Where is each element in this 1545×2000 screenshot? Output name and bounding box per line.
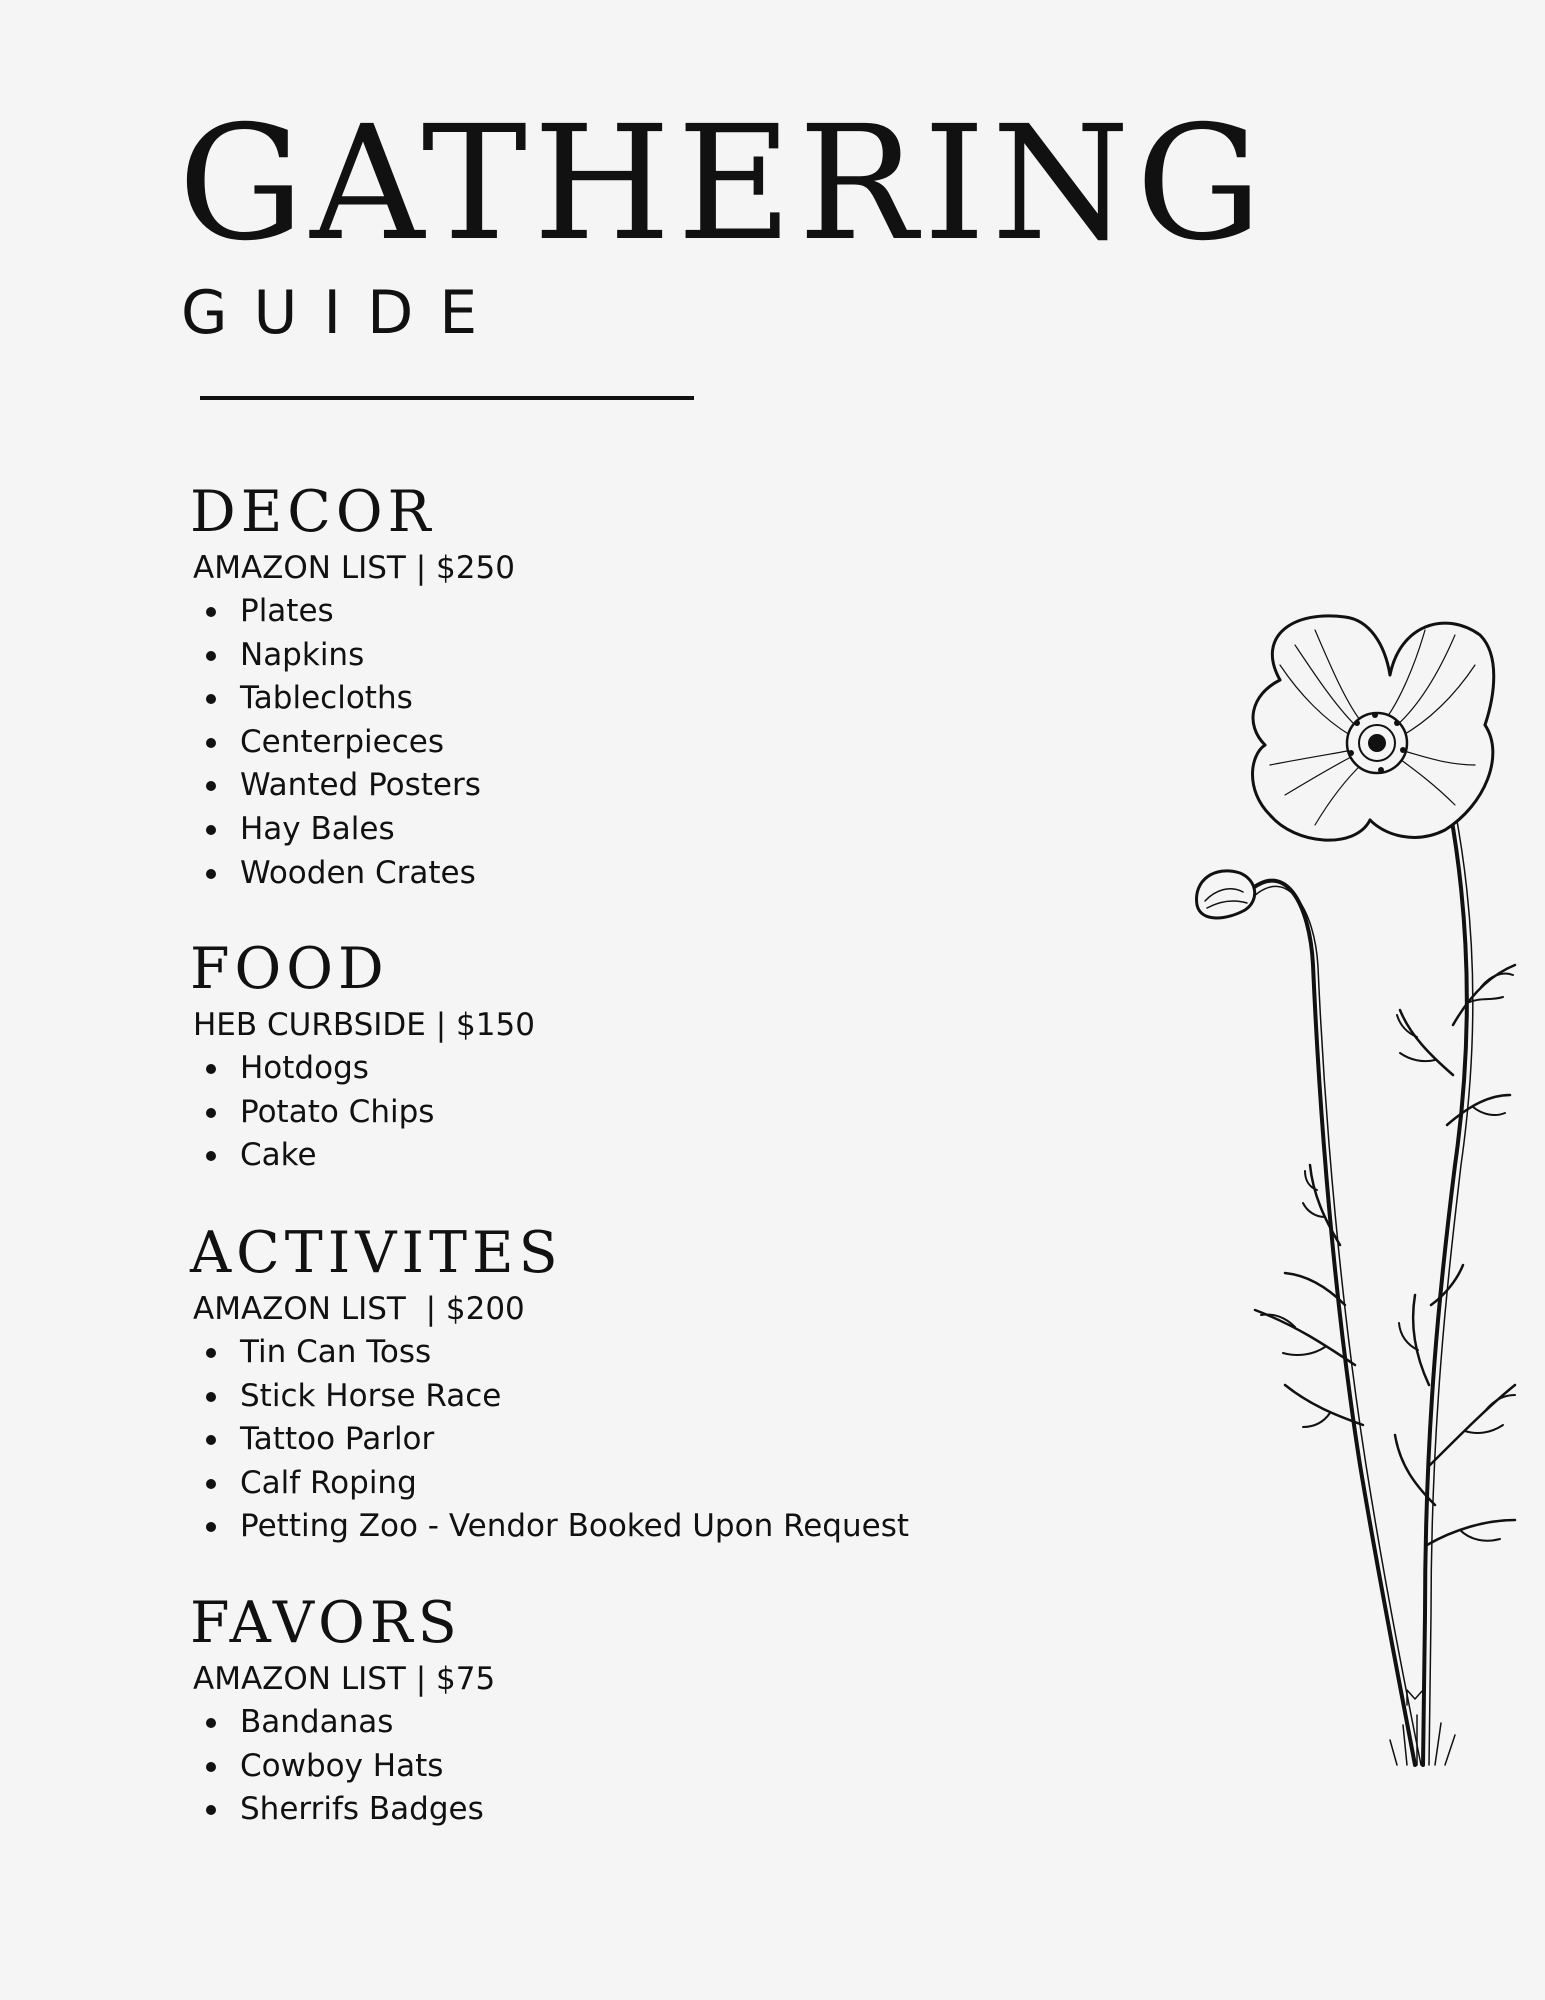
list-item-label: Plates xyxy=(240,593,334,629)
list-item-label: Wooden Crates xyxy=(240,854,476,891)
bullet-icon xyxy=(206,1151,216,1161)
list-item xyxy=(190,1788,495,1832)
bullet-icon xyxy=(206,651,216,661)
list-item-label: Stick Horse Race xyxy=(240,1377,502,1414)
list-item-label: Wanted Posters xyxy=(240,767,481,804)
page-title: GATHERING xyxy=(178,92,1269,276)
bullet-icon xyxy=(206,869,216,879)
bullet-icon xyxy=(206,1064,216,1074)
list-item-label: Centerpieces xyxy=(240,723,444,760)
bullet-icon xyxy=(206,1108,216,1118)
bullet-icon xyxy=(206,694,216,704)
list-item-label: Cake xyxy=(240,1137,317,1174)
list-item xyxy=(190,1134,535,1178)
section-heading: ACTIVITES xyxy=(190,1220,563,1286)
list-item xyxy=(190,634,515,678)
list-item xyxy=(190,1745,495,1789)
title-divider xyxy=(200,396,694,400)
item-list xyxy=(190,590,515,895)
bullet-icon xyxy=(206,1479,216,1489)
poppy-flower-illustration xyxy=(1185,605,1525,1775)
bullet-icon xyxy=(206,1392,216,1402)
section-activities xyxy=(190,1219,909,1549)
list-item-label: Potato Chips xyxy=(240,1093,435,1130)
list-item xyxy=(190,808,515,852)
list-item xyxy=(190,764,515,808)
section-food xyxy=(190,935,535,1178)
list-item-label: Napkins xyxy=(240,636,365,673)
list-item-label: Tablecloths xyxy=(240,680,413,717)
section-source: AMAZON LIST | $250 xyxy=(193,550,515,586)
list-item xyxy=(190,1375,909,1419)
list-item-label: Tattoo Parlor xyxy=(240,1421,435,1458)
list-item-label: Sherrifs Badges xyxy=(240,1791,484,1828)
item-list xyxy=(190,1331,909,1549)
section-decor xyxy=(190,478,515,895)
list-item xyxy=(190,1701,495,1745)
section-heading: FAVORS xyxy=(190,1590,462,1656)
item-list xyxy=(190,1047,535,1178)
bullet-icon xyxy=(206,738,216,748)
list-item-label: Hotdogs xyxy=(240,1050,369,1086)
list-item-label: Cowboy Hats xyxy=(240,1747,444,1784)
list-item xyxy=(190,1418,909,1462)
list-item-label: Tin Can Toss xyxy=(240,1334,432,1370)
section-heading: DECOR xyxy=(190,479,436,545)
list-item xyxy=(190,1462,909,1506)
bullet-icon xyxy=(206,1718,216,1728)
list-item xyxy=(190,677,515,721)
bullet-icon xyxy=(206,781,216,791)
list-item xyxy=(190,1331,909,1375)
bullet-icon xyxy=(206,1522,216,1532)
section-source: AMAZON LIST | $75 xyxy=(193,1661,496,1697)
section-source: AMAZON LIST | $200 xyxy=(193,1291,525,1327)
bullet-icon xyxy=(206,825,216,835)
list-item-label: Calf Roping xyxy=(240,1464,417,1501)
list-item xyxy=(190,590,515,634)
section-source: HEB CURBSIDE | $150 xyxy=(193,1007,535,1043)
bullet-icon xyxy=(206,1435,216,1445)
section-favors xyxy=(190,1589,495,1832)
list-item xyxy=(190,721,515,765)
item-list xyxy=(190,1701,495,1832)
list-item xyxy=(190,1091,535,1135)
list-item xyxy=(190,1505,909,1549)
list-item-label: Petting Zoo - Vendor Booked Upon Request xyxy=(240,1508,909,1545)
list-item-label: Hay Bales xyxy=(240,810,395,847)
bullet-icon xyxy=(206,1348,216,1358)
section-heading: FOOD xyxy=(190,936,389,1002)
list-item-label: Bandanas xyxy=(240,1704,394,1740)
page-subtitle: GUIDE xyxy=(181,278,504,348)
list-item xyxy=(190,1047,535,1091)
bullet-icon xyxy=(206,1805,216,1815)
list-item xyxy=(190,852,515,896)
bullet-icon xyxy=(206,1762,216,1772)
bullet-icon xyxy=(206,607,216,617)
